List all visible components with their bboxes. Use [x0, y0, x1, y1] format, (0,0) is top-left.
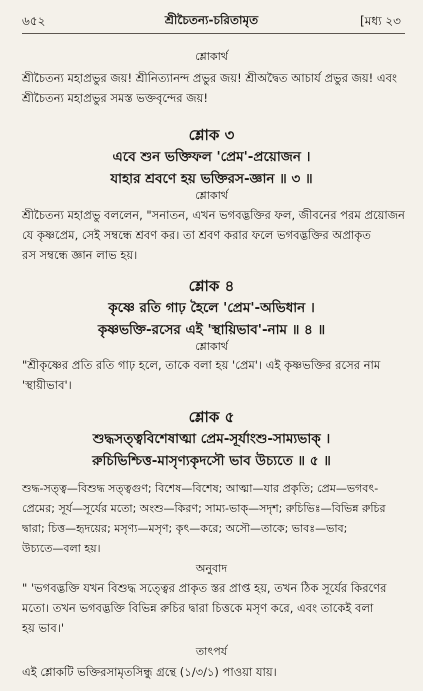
sloka-4-translation-line: 'স্থায়ীভাব'। — [22, 378, 72, 392]
sloka-3-translation-line: যে কৃষ্ণপ্রেম, সেই সম্বন্ধে শ্রবণ কর। তা শ্রবণ করার ফলে ভগবদ্ভক্তির অপ্রাকৃত — [22, 228, 371, 242]
sloka-3-translation-label: শ্লোকার্থ — [195, 189, 228, 202]
sloka-5-translation-line: " 'ভগবদ্ভক্তি যখন বিশুদ্ধ সত্ত্বের প্রাকৃত স্তর প্রাপ্ত হয়, তখন ঠিক সূর্যের কিরণের — [22, 581, 387, 595]
synonyms-line: দ্বারা; চিত্ত—হৃদয়ের; মসৃণ্য—মসৃণ; কৃৎ—করে; অসৌ—তাকে; ভাবঃ—ভাব; — [22, 522, 348, 535]
page-number: ৬৫২ — [22, 14, 46, 28]
sloka-4-heading: শ্লোক ৪ — [188, 277, 235, 295]
running-title: শ্রীচৈতন্য-চরিতামৃত — [164, 13, 259, 27]
sloka-3-translation-line: রস সম্বন্ধে জ্ঞান লাভ হয়। — [22, 248, 138, 262]
sloka-5-verse-line: রুচিভিশ্চিত্ত-মাসৃণ্যকৃদসৌ ভাব উচ্যতে ॥ ৫ ॥ — [92, 453, 331, 469]
sloka-5-translation-line: মতো। তখন ভগবদ্ভক্তি বিভিন্ন রুচির দ্বারা চিত্তকে মসৃণ করে, এবং তাকেই বলা — [22, 601, 374, 615]
sloka-4-verse-line: কৃষ্ণভক্তি-রসের এই 'স্থায়িভাব'-নাম ॥ ৪ ॥ — [97, 322, 326, 338]
purport-label: তাৎপর্য — [195, 645, 228, 658]
sloka-3-translation-line: শ্রীচৈতন্য মহাপ্রভু বললেন, "সনাতন, এখন ভগবদ্ভক্তির ফল, জীবনের পরম প্রয়োজন — [22, 208, 405, 222]
sloka-5-verse-line: শুদ্ধসত্ত্ববিশেষাত্মা প্রেম-সূর্যাংশু-সাম্যভাক্ । — [92, 431, 331, 447]
sloka-4-translation-label: শ্লোকার্থ — [195, 340, 228, 353]
sloka-3-heading: শ্লোক ৩ — [188, 126, 235, 144]
synonyms-line: উচ্যতে—বলা হয়। — [22, 542, 101, 555]
sloka-4-translation-line: "শ্রীকৃষ্ণের প্রতি রতি গাঢ় হলে, তাকে বলা হয় 'প্রেম'। এই কৃষ্ণভক্তির রসের নাম — [22, 358, 381, 372]
sloka-5-translation-label: অনুবাদ — [195, 562, 228, 575]
purport-line: এই শ্লোকটি ভক্তিরসামৃতসিন্ধু গ্রন্থে (১/৩/১) পাওয়া যায়। — [22, 665, 277, 679]
synonyms-line: শুদ্ধ-সত্ত্ব—বিশুদ্ধ সত্ত্বগুণ; বিশেষ—বিশেষ; আত্মা—যার প্রকৃতি; প্রেম—ভগবৎ- — [22, 482, 379, 495]
sloka-4-verse-line: কৃষ্ণে রতি গাঢ় হৈলে 'প্রেম'-অভিধান । — [108, 300, 315, 316]
synonyms-line: প্রেমের; সূর্য—সূর্যের মতো; অংশু—কিরণ; সাম্য-ভাক্—সদৃশ; রুচিভিঃ—বিভিন্ন রুচির — [22, 502, 386, 515]
sloka-3-verse-line: যাহার শ্রবণে হয় ভক্তিরস-জ্ঞান ॥ ৩ ॥ — [110, 171, 313, 187]
header-rule — [22, 33, 405, 34]
translation-line: শ্রীচৈতন্য মহাপ্রভুর সমস্ত ভক্তবৃন্দের জয়! — [22, 91, 208, 105]
translation-line: শ্রীচৈতন্য মহাপ্রভুর জয়! শ্রীনিত্যানন্দ প্রভুর জয়! শ্রীঅদ্বৈত আচার্য প্রভুর জয়! এবং — [22, 71, 398, 85]
sloka-5-heading: শ্লোক ৫ — [188, 408, 235, 426]
section-marker: [মধ্য ২৩ — [360, 14, 401, 28]
sloka-3-verse-line: এবে শুন ভক্তিফল 'প্রেম'-প্রয়োজন । — [112, 149, 311, 165]
translation-label-1: শ্লোকার্থ — [195, 50, 228, 63]
sloka-5-translation-line: হয় ভাব।' — [22, 621, 65, 635]
